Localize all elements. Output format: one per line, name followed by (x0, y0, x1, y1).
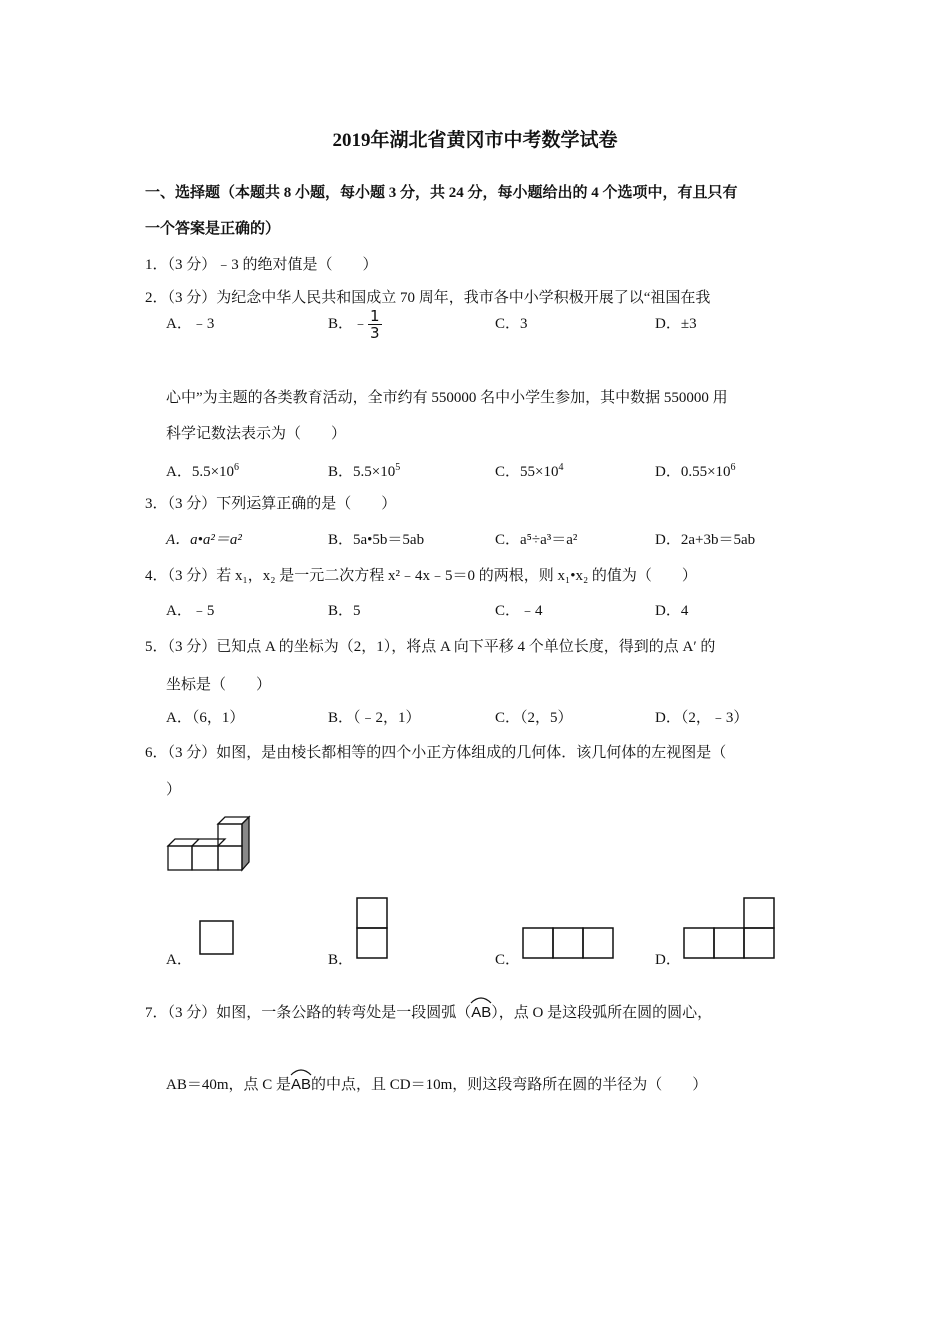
question-7-line-1 (145, 1003, 712, 1023)
q2-option-a (166, 458, 239, 482)
q6-option-d: D． (655, 952, 681, 968)
question-5-line-1: 5．（3 分）已知点 A 的坐标为（2，1），将点 A 向下平移 4 个单位长度，得到的点 A′ 的 (145, 639, 716, 655)
text: 7．（3 分）如图，一条公路的转弯处是一段圆弧（ (145, 1005, 472, 1021)
question-7-line-2 (166, 1075, 707, 1095)
q3-option-a: A．a•a²＝a² (166, 532, 242, 548)
option-text: D．0.55×10 (655, 464, 731, 480)
arc-icon (289, 1066, 313, 1076)
q3-option-c: C．a⁵÷a³＝a² (495, 532, 578, 548)
q4-option-c: C．﹣4 (495, 603, 543, 619)
option-label: B． (328, 316, 354, 332)
option-c-three-squares-row (522, 927, 616, 961)
cubes-figure (160, 810, 260, 875)
question-4-stem: 4．（3 分）若 x₁，x₂ 是一元二次方程 x²﹣4x﹣5＝0 的两根，则 x₁•x₂ 的值为（ ） (145, 568, 697, 584)
q5-option-d: D．（2，﹣3） (655, 710, 749, 726)
arc-ab (471, 1003, 491, 1023)
question-6-line-1: 6．（3 分）如图，是由棱长都相等的四个小正方体组成的几何体．该几何体的左视图是（ (145, 745, 727, 761)
fraction (368, 308, 382, 341)
q5-option-a: A．（6，1） (166, 710, 245, 726)
section-heading: 一、选择题（本题共 8 小题，每小题 3 分，共 24 分，每小题给出的 4 个选项中，有且只有 (145, 185, 738, 201)
q1-option-c: C．3 (495, 316, 528, 332)
question-2-line-2: 心中”为主题的各类教育活动，全市约有 550000 名中小学生参加，其中数据 550000 用 (166, 390, 728, 406)
q1-option-a: A．﹣3 (166, 316, 215, 332)
arc-label: AB (291, 1076, 312, 1093)
q6-option-b: B． (328, 952, 354, 968)
option-b-two-stacked-squares (356, 897, 390, 961)
arc-ab (291, 1075, 311, 1095)
q2-option-c (495, 458, 563, 482)
numerator: 1 (370, 307, 380, 326)
page-title: 2019年湖北省黄冈市中考数学试卷 (332, 130, 618, 151)
q6-option-a: A． (166, 952, 192, 968)
q4-option-d: D．4 (655, 603, 689, 619)
text: AB＝40m，点 C 是 (166, 1077, 292, 1093)
q2-option-b (328, 458, 400, 482)
option-text: A．5.5×10 (166, 464, 235, 480)
q4-option-a: A．﹣5 (166, 603, 215, 619)
exponent: 6 (730, 462, 736, 473)
minus-sign: ﹣ (353, 316, 369, 332)
text: 的中点，且 CD＝10m，则这段弯路所在圆的半径为（ ） (311, 1077, 708, 1093)
text: ），点 O 是这段弧所在圆的圆心， (491, 1005, 713, 1021)
exponent: 4 (558, 462, 564, 473)
denominator: 3 (370, 324, 380, 343)
question-6-line-2: ） (166, 782, 182, 798)
q1-option-d: D．±3 (655, 316, 697, 332)
arc-label: AB (471, 1004, 492, 1021)
q3-option-d: D．2a+3b＝5ab (655, 532, 756, 548)
q5-option-b: B．（﹣2，1） (328, 710, 421, 726)
question-1-stem: 1．（3 分）﹣3 的绝对值是（ ） (145, 257, 378, 273)
section-heading-cont: 一个答案是正确的） (145, 221, 281, 237)
option-text: B．5.5×10 (328, 464, 396, 480)
option-a-one-square (199, 920, 235, 956)
q3-option-b: B．5a•5b＝5ab (328, 532, 425, 548)
arc-icon (469, 994, 493, 1004)
question-2-line-1: 2．（3 分）为纪念中华人民共和国成立 70 周年，我市各中小学积极开展了以“祖国在我 (145, 290, 711, 306)
option-d-l-shape-squares (683, 897, 777, 961)
exponent: 6 (234, 462, 240, 473)
q6-option-c: C． (495, 952, 521, 968)
question-3-stem: 3．（3 分）下列运算正确的是（ ） (145, 496, 397, 512)
option-text: C．55×10 (495, 464, 559, 480)
q2-option-d (655, 458, 736, 482)
q4-option-b: B．5 (328, 603, 361, 619)
exponent: 5 (395, 462, 401, 473)
question-5-line-2: 坐标是（ ） (166, 677, 272, 693)
question-2-line-3: 科学记数法表示为（ ） (166, 426, 347, 442)
q5-option-c: C．（2，5） (495, 710, 573, 726)
